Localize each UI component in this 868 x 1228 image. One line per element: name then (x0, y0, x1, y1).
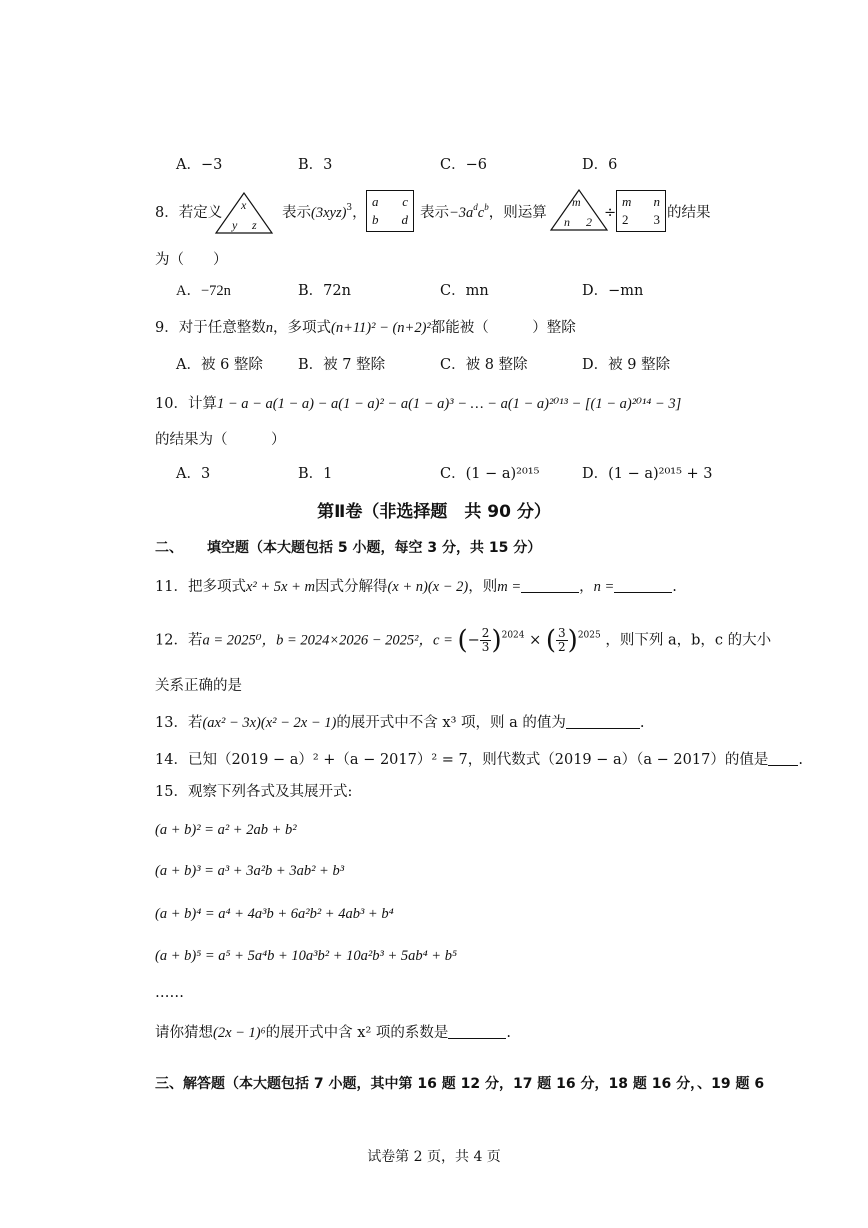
q15-dots: …… (155, 985, 184, 1001)
q8-box-1: a c b d (366, 190, 414, 232)
q10-option-c: C．(1 − a)²⁰¹⁵ (440, 466, 540, 482)
q8-line2: 为（ ） (155, 252, 228, 268)
q15-stem: 15．观察下列各式及其展开式: (155, 784, 353, 800)
q11-stem: 11．把多项式x² + 5x + m因式分解得(x + n)(x − 2)，则m = ，n = . (155, 579, 677, 595)
section3-heading: 三、解答题（本大题包括 7 小题，其中第 16 题 12 分，17 题 16 分，18 题 16 分，、19 题 6 (155, 1076, 765, 1092)
q12-line2: 关系正确的是 (155, 678, 242, 694)
q8-tri2-right: 2 (586, 215, 592, 229)
q8-option-c: C．mn (440, 283, 489, 299)
q8-tri2-top: m (572, 195, 581, 209)
q9-stem: 9．对于任意整数n，多项式(n+11)² − (n+2)²都能被（ ）整除 (155, 320, 576, 336)
section2-heading: 二、 填空题（本大题包括 5 小题，每空 3 分，共 15 分） (155, 540, 542, 556)
q9-option-a: A．被 6 整除 (176, 357, 263, 373)
q7-option-c: C．−6 (440, 157, 487, 173)
q8-tri2-left: n (564, 215, 570, 229)
q8-definition-1: 表示$(3xyz)^3$， (282, 203, 367, 221)
q13-blank[interactable] (566, 714, 640, 729)
q8-option-b: B．72n (298, 283, 351, 299)
page-footer: 试卷第 2 页，共 4 页 (367, 1149, 501, 1165)
part2-title: 第Ⅱ卷（非选择题 共 90 分） (317, 502, 551, 522)
q9-option-b: B．被 7 整除 (298, 357, 386, 373)
q13-stem: 13．若(ax² − 3x)(x² − 2x − 1)的展开式中不含 x³ 项，则 a 的值为 . (155, 715, 645, 731)
q10-option-b: B．1 (298, 466, 333, 482)
q10-stem: 10．计算1 − a − a(1 − a) − a(1 − a)² − a(1 − a)³ − … − a(1 − a)²⁰¹³ − [(1 − a)²⁰¹⁴ − 3] (155, 396, 682, 412)
q14-stem: 14．已知（2019 − a）² +（a − 2017）² = 7，则代数式（2019 − a）（a − 2017）的值是 . (155, 752, 803, 768)
q8-option-a: A．−72n (176, 283, 231, 299)
q14-blank[interactable] (768, 751, 798, 766)
q15-eq3: (a + b)⁴ = a⁴ + 4a³b + 6a²b² + 4ab³ + b⁴ (155, 906, 394, 922)
q15-eq2: (a + b)³ = a³ + 3a²b + 3ab² + b³ (155, 863, 345, 879)
q10-line2: 的结果为（ ） (155, 432, 286, 448)
q9-option-c: C．被 8 整除 (440, 357, 528, 373)
q7-option-b: B．3 (298, 157, 333, 173)
q10-option-a: A．3 (176, 466, 211, 482)
q11-blank-n[interactable] (614, 578, 672, 593)
q8-tri1-top: x (241, 198, 247, 212)
q8-tri1-left: y (232, 218, 238, 232)
q8-box-2: m n 2 3 (616, 190, 666, 232)
q9-option-d: D．被 9 整除 (582, 357, 671, 373)
q8-tri1-right: z (252, 218, 257, 232)
q15-eq4: (a + b)⁵ = a⁵ + 5a⁴b + 10a³b² + 10a²b³ + 5ab⁴ + b⁵ (155, 948, 457, 964)
q8-option-d: D．−mn (582, 283, 644, 299)
q15-question: 请你猜想(2x − 1)⁶的展开式中含 x² 项的系数是 . (155, 1025, 511, 1041)
q15-eq1: (a + b)² = a² + 2ab + b² (155, 822, 297, 838)
q8-prefix: 8．若定义 (155, 205, 223, 221)
q8-triangle-2 (549, 188, 609, 232)
q11-blank-m[interactable] (521, 578, 579, 593)
q12-stem: 12．若a = 2025⁰，b = 2024×2026 − 2025²，c = (− $\frac{2}{3}$ )$^{2024}$ × ( $\frac{3}{2}$ )$^{2025}$ ，则下列 a，b，c 的大小 (155, 625, 772, 656)
q10-option-d: D．(1 − a)²⁰¹⁵ + 3 (582, 466, 713, 482)
q8-divide-sign: ÷ (604, 205, 617, 221)
q7-option-d: D．6 (582, 157, 618, 173)
q8-triangle-1 (214, 191, 274, 235)
q15-blank[interactable] (448, 1024, 506, 1039)
q8-suffix: 的结果 (667, 205, 711, 221)
q8-definition-2: 表示$-3a^dc^b$，则运算 (420, 202, 547, 221)
q7-option-a: A．−3 (176, 157, 223, 173)
